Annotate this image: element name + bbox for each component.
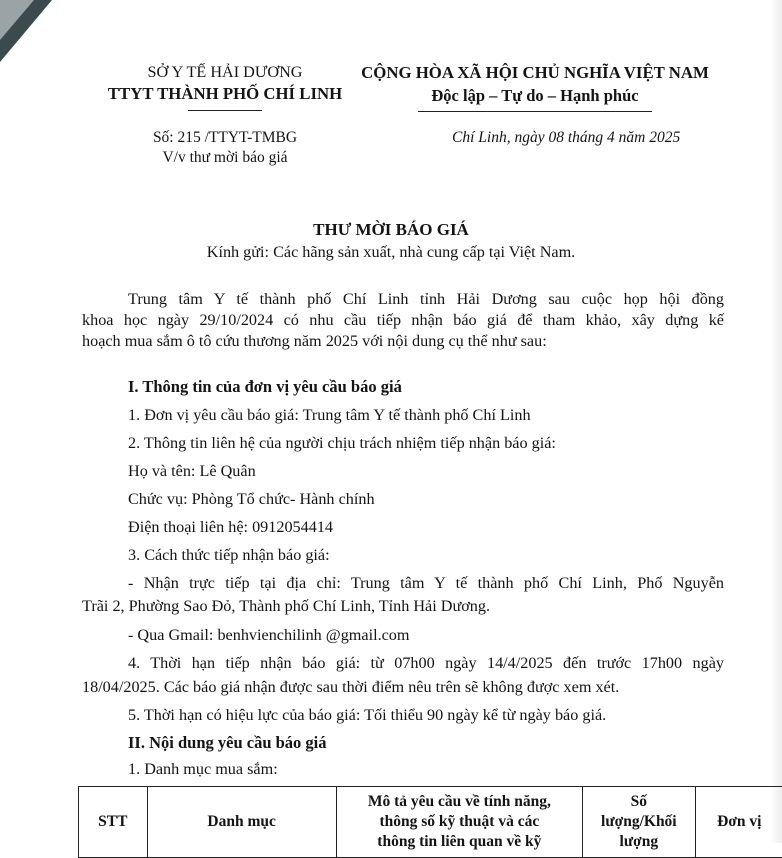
col-item <box>147 787 336 858</box>
place-date: Chí Linh, ngày 08 tháng 4 năm 2025 <box>452 129 680 147</box>
table-header-row <box>79 787 782 858</box>
gmail-contact: - Qua Gmail: benhvienchilinh @gmail.com <box>128 626 410 645</box>
recipient: Kính gửi: Các hãng sản xuất, nhà cung cấp tại Việt Nam. <box>0 243 782 262</box>
direct-address-line-1: - Nhận trực tiếp tại địa chỉ: Trung tâm Y tế thành phố Chí Linh, Phố Nguyễn <box>128 574 724 593</box>
org-name: TTYT THÀNH PHỐ CHÍ LINH <box>40 84 410 104</box>
org-parent: SỞ Y TẾ HẢI DƯƠNG <box>40 63 410 82</box>
section1-item3: 3. Cách thức tiếp nhận báo giá: <box>128 546 330 565</box>
section1-item2: 2. Thông tin liên hệ của người chịu trách nhiệm tiếp nhận báo giá: <box>128 434 556 453</box>
col-description <box>336 787 582 858</box>
section1-heading: I. Thông tin của đơn vị yêu cầu báo giá <box>128 377 402 397</box>
col-description-line-1: Mô tả yêu cầu về tính năng, <box>341 792 578 812</box>
col-item-label: Danh mục <box>207 813 275 830</box>
motto: Độc lập – Tự do – Hạnh phúc <box>335 86 735 106</box>
col-quantity-line-2: lượng/Khối <box>587 812 691 832</box>
col-description-line-2: thông số kỹ thuật và các <box>341 812 578 832</box>
col-stt: STT <box>79 787 148 858</box>
letter-title: THƯ MỜI BÁO GIÁ <box>0 220 782 240</box>
intro-line-1: Trung tâm Y tế thành phố Chí Linh tỉnh Hải Dương sau cuộc họp hội đồng <box>128 290 724 309</box>
section1-item5: 5. Thời hạn có hiệu lực của báo giá: Tối thiểu 90 ngày kể từ ngày báo giá. <box>128 706 606 725</box>
col-unit: Đơn vị <box>695 787 782 858</box>
intro-line-2: khoa học ngày 29/10/2024 có nhu cầu tiếp nhận báo giá để tham khảo, xây dựng kế <box>82 311 724 330</box>
section2-heading: II. Nội dung yêu cầu báo giá <box>128 733 327 753</box>
org-underline <box>188 110 262 111</box>
col-description-line-3: thông tin liên quan về kỹ <box>341 832 578 852</box>
page-edge-shadow <box>770 0 782 843</box>
section1-item4-line-1: 4. Thời hạn tiếp nhận báo giá: từ 07h00 ngày 14/4/2025 đến trước 17h00 ngày <box>128 654 724 673</box>
contact-position: Chức vụ: Phòng Tổ chức- Hành chính <box>128 490 375 509</box>
contact-phone: Điện thoại liên hệ: 0912054414 <box>128 518 333 537</box>
col-quantity-line-1: Số <box>587 792 691 812</box>
contact-name: Họ và tên: Lê Quân <box>128 462 256 481</box>
col-quantity-line-3: lượng <box>587 832 691 852</box>
section1-item4-line-2: 18/04/2025. Các báo giá nhận được sau thời điểm nêu trên sẽ không được xem xét. <box>82 678 619 697</box>
intro-line-3: hoạch mua sắm ô tô cứu thương năm 2025 với nội dung cụ thể như sau: <box>82 332 547 351</box>
section2-item1: 1. Danh mục mua sắm: <box>128 760 278 779</box>
doc-subject: V/v thư mời báo giá <box>40 149 410 167</box>
col-quantity <box>583 787 696 858</box>
direct-address-line-2: Trãi 2, Phường Sao Đỏ, Thành phố Chí Linh, Tỉnh Hải Dương. <box>82 597 490 616</box>
doc-number: Số: 215 /TTYT-TMBG <box>40 129 410 147</box>
page-fold-highlight <box>0 0 34 40</box>
section1-item1: 1. Đơn vị yêu cầu báo giá: Trung tâm Y tế thành phố Chí Linh <box>128 406 531 425</box>
procurement-table <box>78 786 782 858</box>
nation-title: CỘNG HÒA XÃ HỘI CHỦ NGHĨA VIỆT NAM <box>335 63 735 83</box>
motto-underline <box>418 111 652 112</box>
